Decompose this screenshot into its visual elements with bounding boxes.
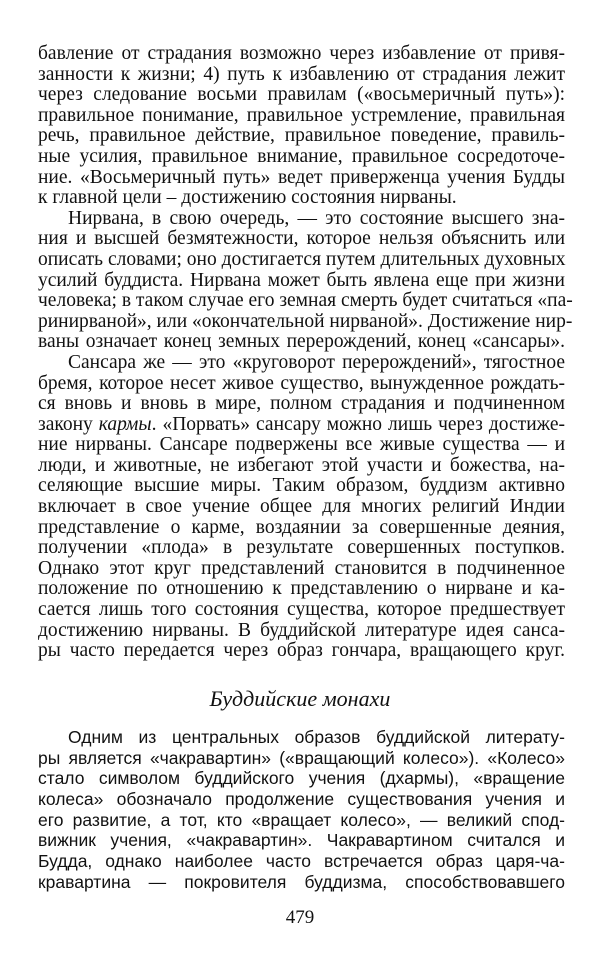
text-line: стало символом буддийского учения (дхармы), «вращение (38, 768, 565, 789)
text-line: Однако этот круг представлений становится в подчиненное (38, 557, 565, 579)
text-line: ные усилия, правильное внимание, правильное сосредоточе- (38, 145, 565, 167)
text-line: правильное понимание, правильное устремление, правильная (38, 104, 565, 126)
text-line: усилий буддиста. Нирвана может быть явлена еще при жизни (38, 269, 565, 291)
text-line (38, 435, 565, 456)
text-segment: . «Порвать» сансару можно лишь через достиже- (151, 413, 566, 435)
page-number: 479 (285, 907, 315, 928)
paragraph (38, 44, 565, 209)
text-line: кравартина — покровителя буддизма, способствовавшего (38, 871, 565, 892)
text-line: Будда, однако наиболее часто встречается образ царя-ча- (38, 851, 565, 872)
text-segment: ние (38, 434, 68, 456)
text-line: ры является «чакравартин» («вращающий колесо»). «Колесо» (38, 747, 565, 768)
text-line: его развитие, а тот, кто «вращает колесо», — великий спод- (38, 809, 565, 830)
text-line: селяющие высшие миры. Таким образом, буддизм активно (38, 475, 565, 497)
text-line: бремя, которое несет живое существо, вынужденное рождать- (38, 372, 565, 394)
text-line: речь, правильное действие, правильное поведение, правиль- (38, 125, 565, 147)
text-line: получении «плода» в результате совершенных поступков. (38, 537, 565, 559)
text-line: люди, и животные, не избегают этой участи и божества, на- (38, 454, 565, 476)
text-segment: закону (38, 413, 99, 435)
paragraph (38, 727, 565, 893)
paragraph (38, 207, 573, 353)
text-line: Нирвана, в свою очередь, — это состояние высшего зна- (68, 207, 565, 229)
text-line: включает в свое учение общее для многих религий Индии (38, 496, 565, 518)
text-line: вижник учения, «чакравартин». Чакравартином считался и (38, 830, 565, 851)
text-line (38, 415, 565, 436)
text-line: сается лишь того состояния существа, которое предшествует (38, 599, 565, 621)
text-line: ся вновь и вновь в мире, полном страдания и подчиненном (38, 393, 565, 415)
text-segment: нирваны. Сансаре подвержены все живые существа — и (75, 434, 565, 456)
paragraph (38, 353, 565, 662)
text-line: человека; в таком случае его земная смерть будет считаться «па- (38, 290, 573, 312)
italic-term: кармы (98, 413, 152, 435)
section-heading: Буддийские монахи (209, 686, 391, 711)
text-line: бавление от страдания возможно через избавление от привя- (38, 43, 565, 64)
text-line: ваны означает конец земных перерождений, конец «сансары». (38, 331, 565, 353)
text-line: ры часто передается через образ гончара, вращающего круг. (38, 640, 565, 662)
text-line: занности к жизни; 4) путь к избавлению от страдания лежит (38, 63, 565, 85)
text-line: к главной цели – достижению состояния нирваны. (38, 187, 457, 209)
text-line: достижению нирваны. В буддийской литературе идея санса- (38, 619, 565, 641)
text-line: Одним из центральных образов буддийской литерату- (68, 727, 565, 747)
text-line: через следование восьми правилам («восьмеричный путь»): (38, 84, 565, 106)
text-line: описать словами; оно достигается путем длительных духовных (38, 248, 566, 270)
body-text (38, 43, 573, 662)
text-line: колеса» обозначало продолжение существования учения и (38, 789, 565, 810)
text-line: ние. «Восьмеричный путь» ведет приверженца учения Будды (38, 166, 565, 188)
text-line: ринирваной», или «окончательной нирваной». Достижение нир- (38, 310, 573, 332)
text-line: представление о карме, воздаянии за совершенные деяния, (38, 516, 565, 538)
text-line: ния и высшей безмятежности, которое нельзя объяснить или (38, 228, 565, 250)
text-line: Сансара же — это «круговорот перерождений», тягостное (68, 351, 565, 373)
text-line: положение по отношению к представлению о нирване и ка- (38, 578, 565, 600)
